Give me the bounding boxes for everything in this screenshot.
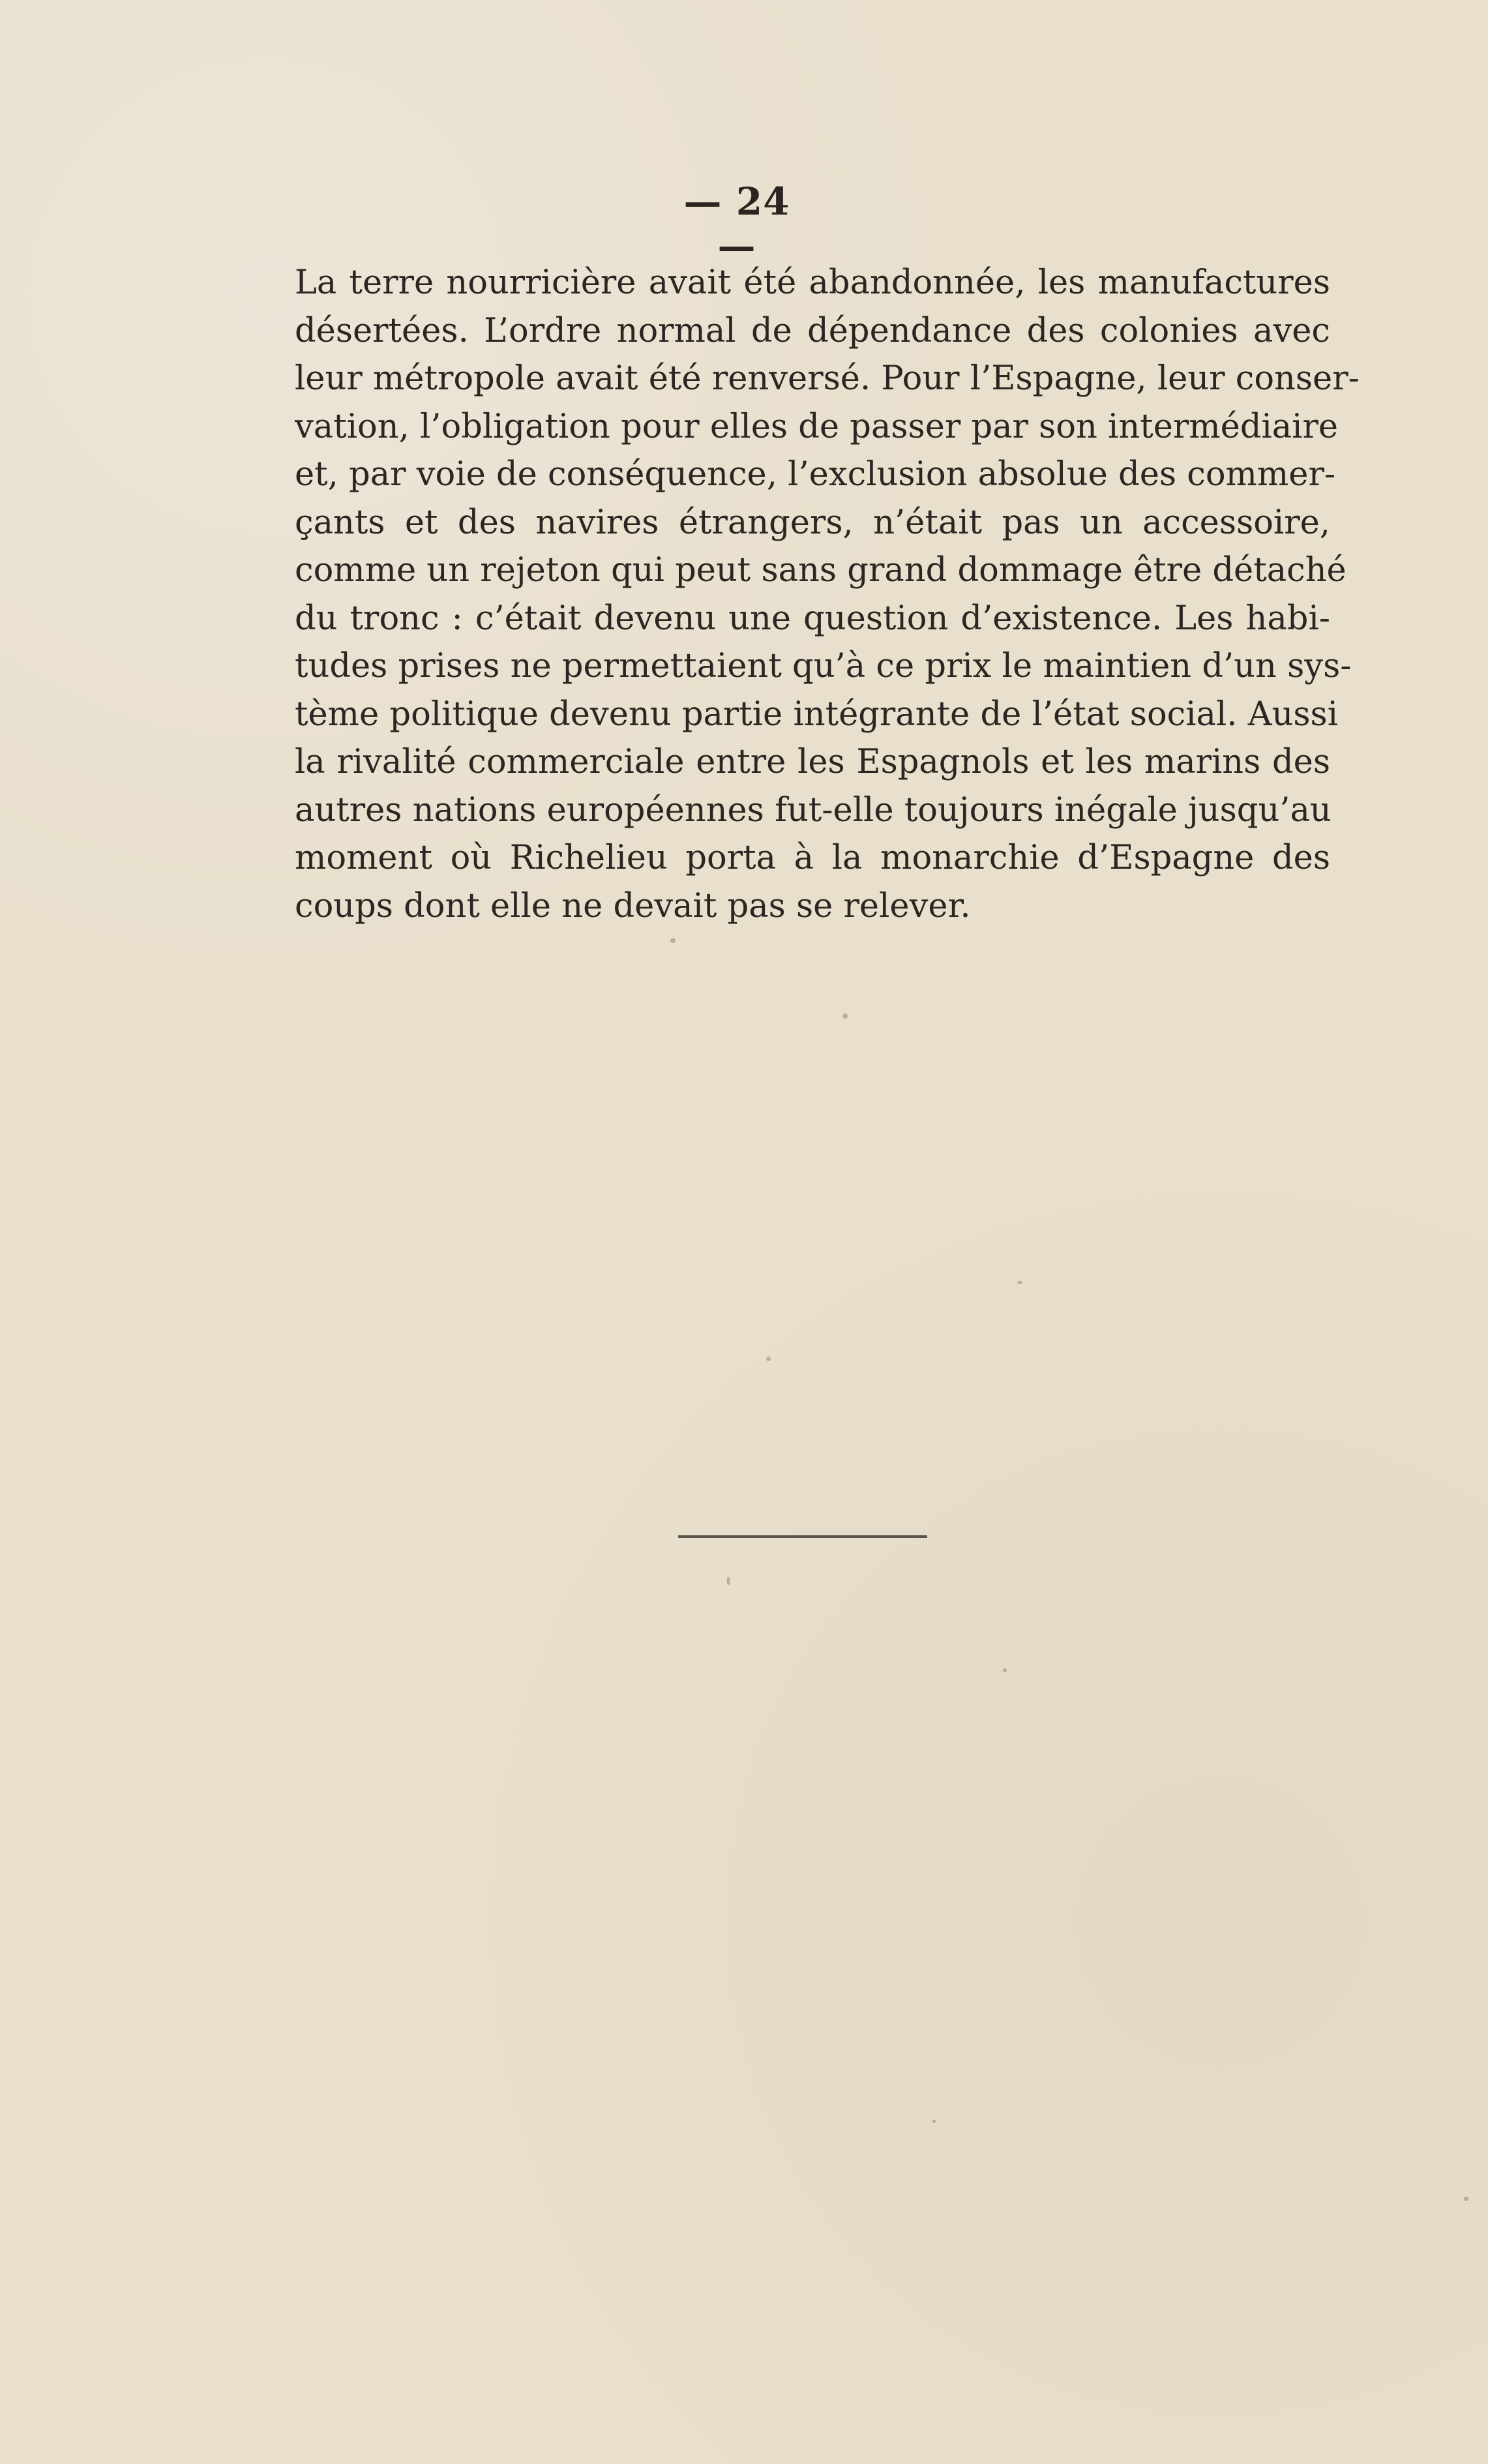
text-line: La terre nourricière avait été abandonnée, les manufactures <box>295 263 1330 302</box>
text-line: tème politique devenu partie intégrante de l’état social. Aussi <box>295 695 1339 734</box>
text-line: autres nations européennes fut-elle toujours inégale jusqu’au <box>295 790 1332 830</box>
text-line: coups dont elle ne devait pas se relever. <box>295 886 971 925</box>
paper-speck <box>1017 1281 1022 1284</box>
text-line: tudes prises ne permettaient qu’à ce prix le maintien d’un sys- <box>295 647 1352 685</box>
section-divider <box>678 1535 927 1538</box>
text-line: vation, l’obligation pour elles de passer par son intermédiaire <box>295 407 1339 446</box>
text-line: la rivalité commerciale entre les Espagnols et les marins des <box>295 743 1330 781</box>
text-line: désertées. L’ordre normal de dépendance des colonies avec <box>295 311 1330 350</box>
text-line: moment où Richelieu porta à la monarchie d’Espagne des <box>295 839 1330 877</box>
paper-speck <box>670 938 676 943</box>
paper-speck <box>932 2120 936 2123</box>
text-line: çants et des navires étrangers, n’était pas un accessoire, <box>295 503 1330 542</box>
text-line: leur métropole avait été renversé. Pour l’Espagne, leur conser- <box>295 359 1360 398</box>
paper-speck <box>1003 1668 1007 1672</box>
paper-speck <box>766 1357 771 1361</box>
text-line: et, par voie de conséquence, l’exclusion absolue des commer- <box>295 455 1336 494</box>
text-line: du tronc : c’était devenu une question d’existence. Les habi- <box>295 599 1330 638</box>
text-line: comme un rejeton qui peut sans grand dommage être détaché <box>295 551 1347 590</box>
body-text <box>295 259 1360 930</box>
paper-speck <box>1464 2197 1468 2201</box>
page-number: — 24 — <box>683 179 790 268</box>
paper-speck <box>842 1014 848 1019</box>
paper-speck <box>727 1577 730 1585</box>
